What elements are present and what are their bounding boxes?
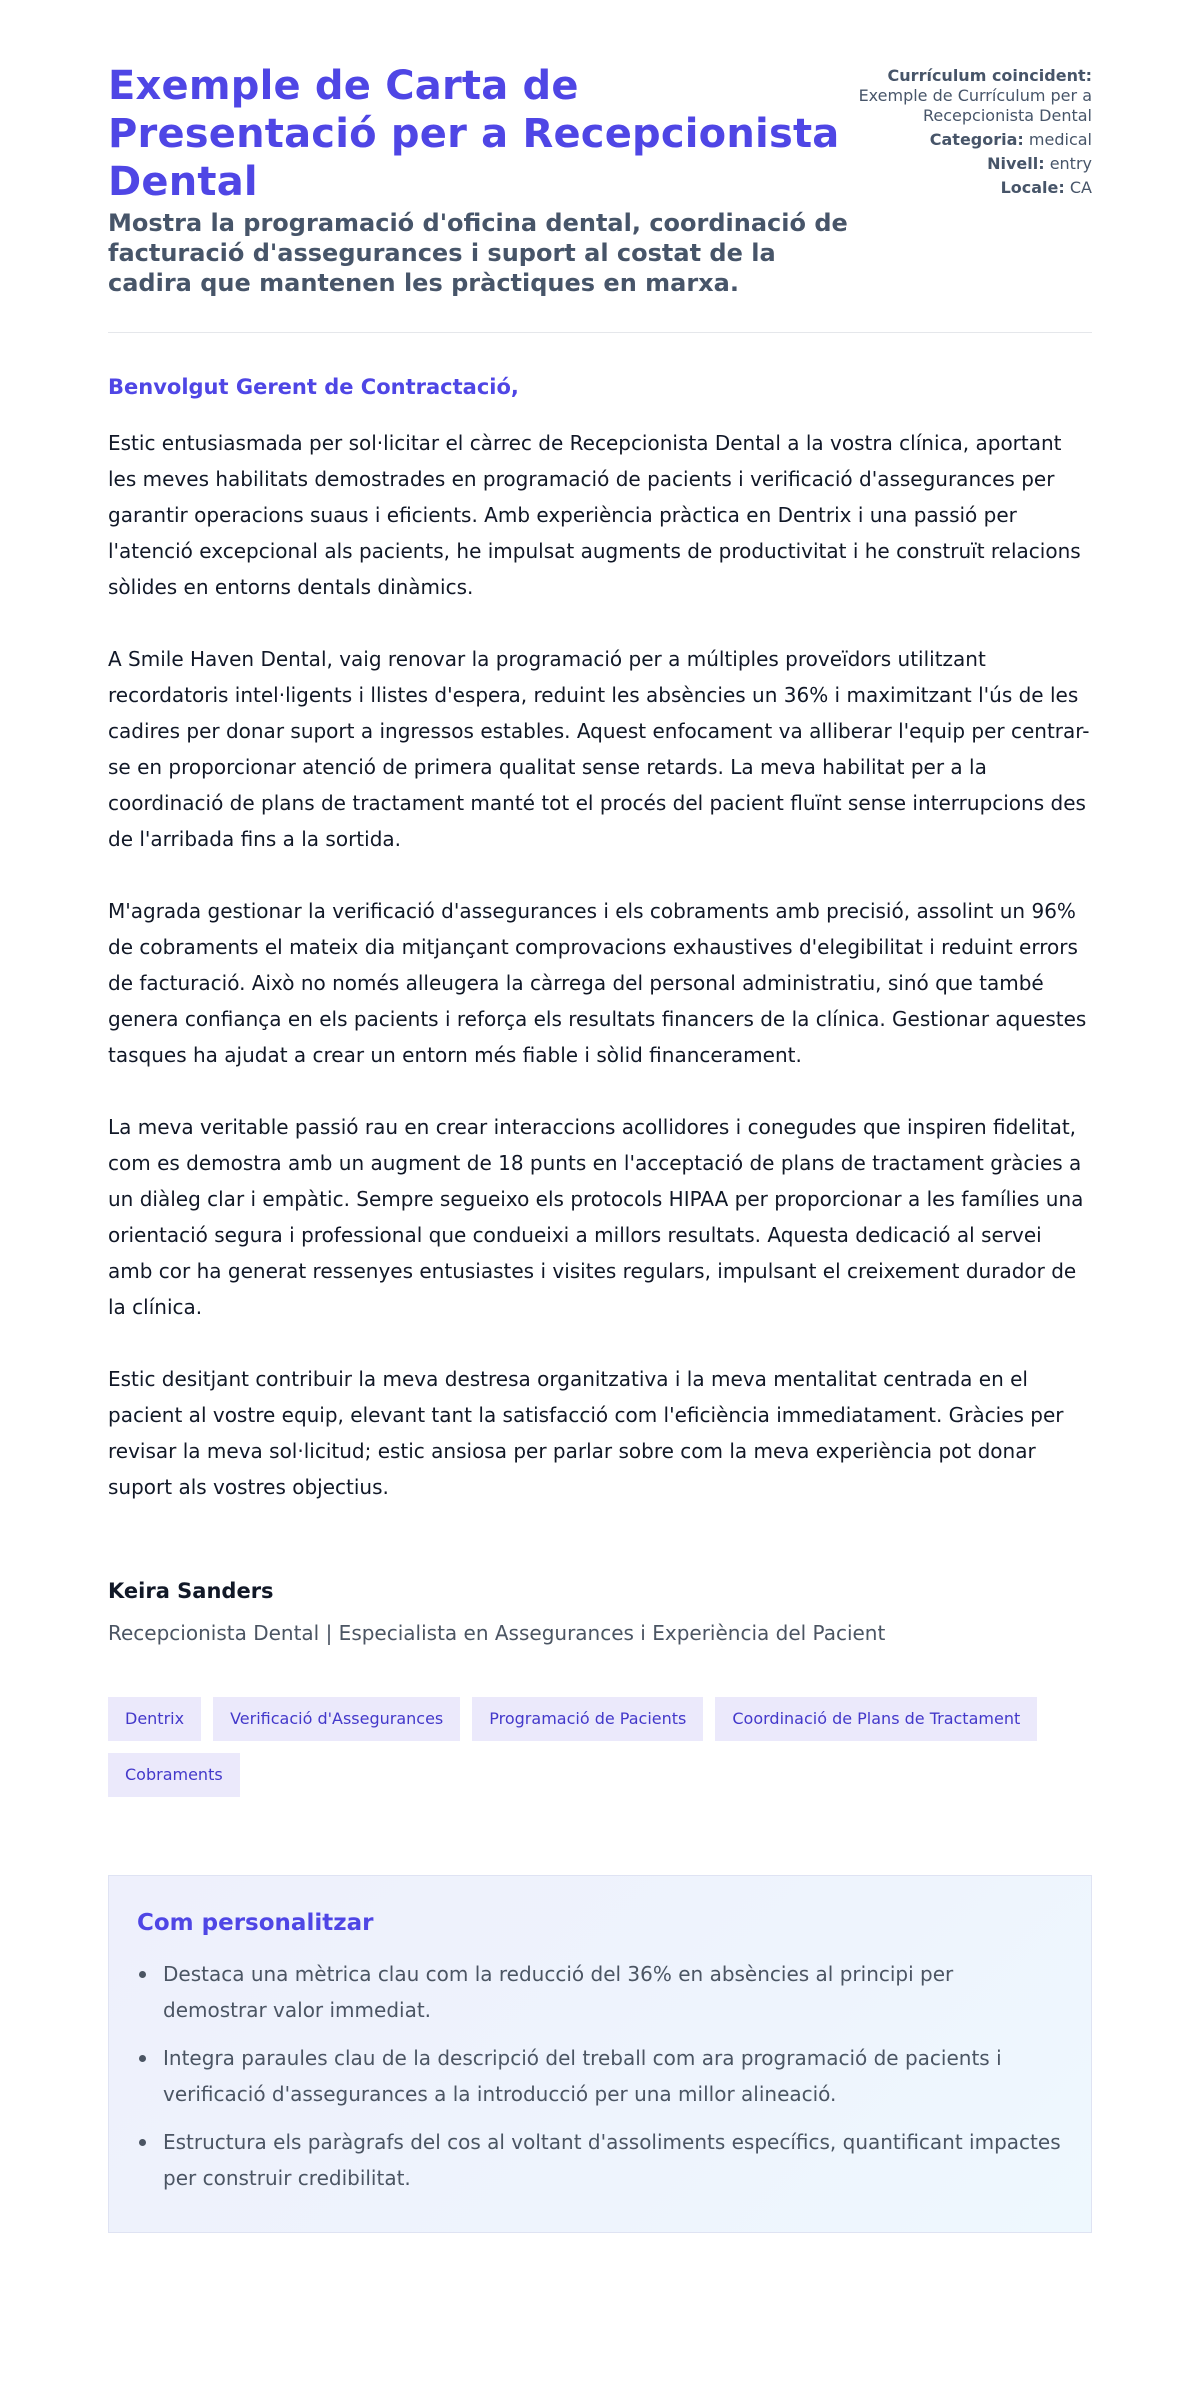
page-subtitle: Mostra la programació d'oficina dental, coordinació de facturació d'assegurances i suport al costat de la cadira que mantenen les pràctiques en marxa. [108, 209, 848, 297]
customization-tips-box [108, 1875, 1092, 2233]
skill-tag: Cobraments [108, 1753, 240, 1797]
tip-item [137, 2124, 1063, 2196]
letter-paragraph: M'agrada gestionar la verificació d'assegurances i els cobraments amb precisió, assolint un 96% de cobraments el mateix dia mitjançant comprovacions exhaustives d'elegibilitat i reduint errors de facturació. Això no només alleugera la càrrega del personal administratiu, sinó que també genera confiança en els pacients i reforça els resultats financers de la clínica. Gestionar aquestes tasques ha ajudat a crear un entorn més fiable i sòlid financerament. [108, 899, 1087, 1067]
signature-block [108, 1577, 1092, 1647]
letter-body [108, 333, 1092, 1647]
metadata-panel [852, 62, 1092, 202]
skill-tag: Verificació d'Assegurances [213, 1697, 460, 1741]
tip-text: Estructura els paràgrafs del cos al voltant d'assoliments específics, quantificant impactes per construir credibilitat. [163, 2130, 1061, 2190]
signature-title: Recepcionista Dental | Especialista en Assegurances i Experiència del Pacient [108, 1621, 886, 1645]
letter-paragraph: A Smile Haven Dental, vaig renovar la programació per a múltiples proveïdors utilitzant recordatoris intel·ligents i llistes d'espera, reduint les absències un 36% i maximitzant l'ús de les cadires per donar suport a ingressos estables. Aquest enfocament va alliberar l'equip per centrar-se en proporcionar atenció de primera qualitat sense retards. La meva habilitat per a la coordinació de plans de tractament manté tot el procés del pacient fluïnt sense interrupcions des de l'arribada fins a la sortida. [108, 647, 1090, 851]
bullet-icon [139, 1971, 146, 1978]
tip-item [137, 1956, 1063, 2028]
meta-matching-resume-label: Currículum coincident: [887, 66, 1092, 85]
letter-paragraph: Estic entusiasmada per sol·licitar el càrrec de Recepcionista Dental a la vostra clínica, aportant les meves habilitats demostrades en programació de pacients i verificació d'assegurances per garantir operacions suaus i eficients. Amb experiència pràctica en Dentrix i una passió per l'atenció excepcional als pacients, he impulsat augments de productivitat i he construït relacions sòlides en entorns dentals dinàmics. [108, 431, 1081, 599]
meta-category [852, 130, 1092, 150]
meta-locale [852, 178, 1092, 198]
bullet-icon [139, 2055, 146, 2062]
bullet-icon [139, 2139, 146, 2146]
signature-name: Keira Sanders [108, 1579, 274, 1603]
page-header [108, 62, 1092, 333]
meta-matching-resume [852, 66, 1092, 126]
meta-level [852, 154, 1092, 174]
meta-category-label: Categoria: [929, 130, 1024, 149]
letter-paragraph: Estic desitjant contribuir la meva destresa organitzativa i la meva mentalitat centrada en el pacient al vostre equip, elevant tant la satisfacció com l'eficiència immediatament. Gràcies per revisar la meva sol·licitud; estic ansiosa per parlar sobre com la meva experiència pot donar suport als vostres objectius. [108, 1367, 1064, 1499]
skill-tag: Programació de Pacients [472, 1697, 703, 1741]
page-title: Exemple de Carta de Presentació per a Recepcionista Dental [108, 63, 840, 205]
tips-list [137, 1956, 1063, 2196]
tips-title: Com personalitzar [137, 1910, 374, 1936]
meta-category-value: medical [1028, 130, 1092, 149]
skill-tag: Dentrix [108, 1697, 201, 1741]
letter-greeting: Benvolgut Gerent de Contractació, [108, 375, 519, 399]
tip-text: Destaca una mètrica clau com la reducció del 36% en absències al principi per demostrar valor immediat. [163, 1962, 954, 2022]
header-title-block [108, 62, 848, 298]
skill-tag: Coordinació de Plans de Tractament [715, 1697, 1037, 1741]
meta-matching-resume-value: Exemple de Currículum per a Recepcionista Dental [858, 86, 1092, 125]
meta-locale-value: CA [1069, 178, 1092, 197]
meta-level-label: Nivell: [987, 154, 1045, 173]
meta-level-value: entry [1049, 154, 1092, 173]
tip-text: Integra paraules clau de la descripció del treball com ara programació de pacients i verificació d'assegurances a la introducció per una millor alineació. [163, 2046, 1002, 2106]
meta-locale-label: Locale: [1000, 178, 1065, 197]
letter-paragraph: La meva veritable passió rau en crear interaccions acollidores i conegudes que inspiren fidelitat, com es demostra amb un augment de 18 punts en l'acceptació de plans de tractament gràcies a un diàleg clar i empàtic. Sempre segueixo els protocols HIPAA per proporcionar a les famílies una orientació segura i professional que condueixi a millors resultats. Aquesta dedicació al servei amb cor ha generat ressenyes entusiastes i visites regulars, impulsant el creixement durador de la clínica. [108, 1115, 1084, 1319]
skill-tags [108, 1697, 1098, 1797]
tip-item [137, 2040, 1063, 2112]
